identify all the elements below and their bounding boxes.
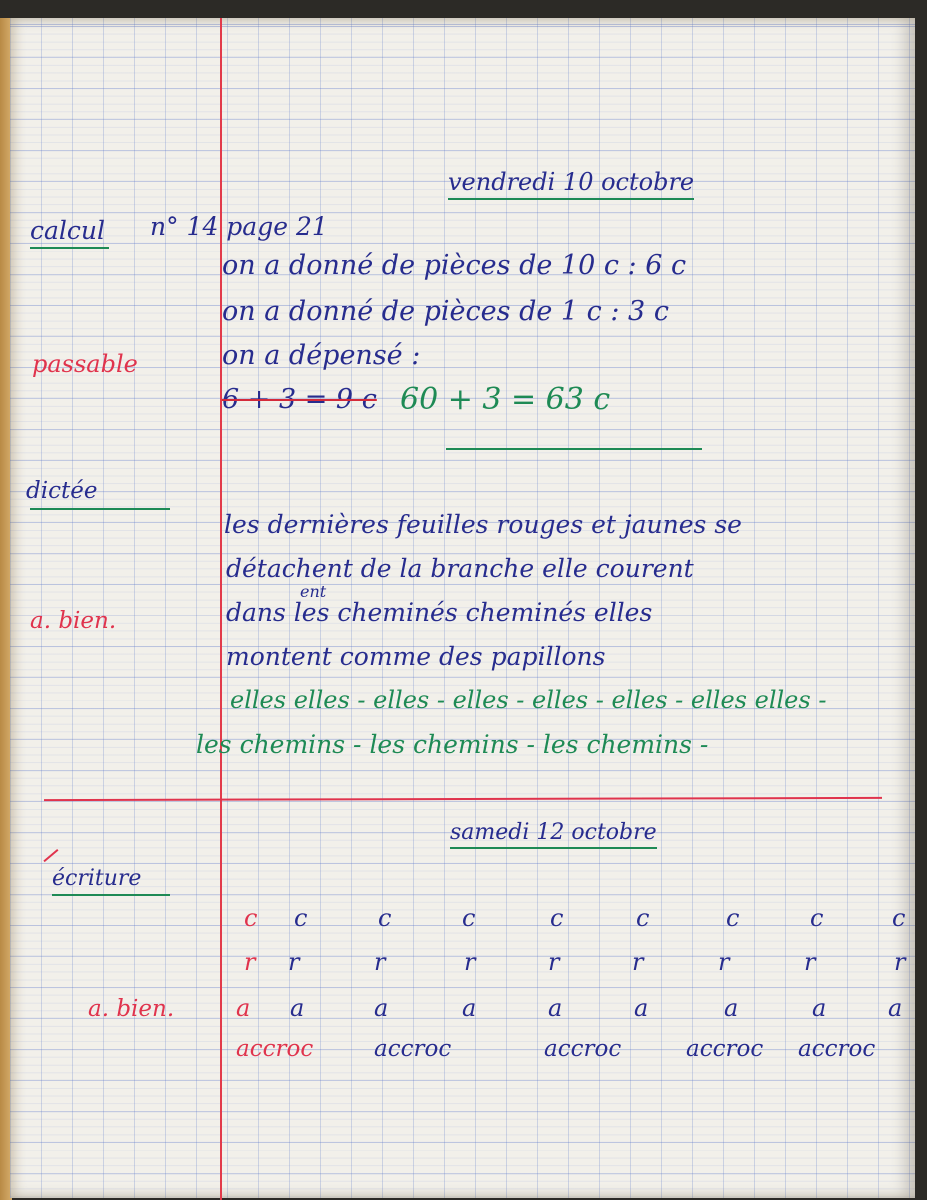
date-heading-2: samedi 12 octobre	[450, 820, 657, 849]
word-accroc: accroc	[686, 1036, 764, 1062]
letter-r: r	[548, 948, 560, 976]
calc-grade: passable	[32, 350, 138, 378]
section-rule-green	[446, 448, 702, 450]
letter-r: r	[288, 948, 300, 976]
letter-a: a	[812, 994, 827, 1022]
letter-a: a	[548, 994, 563, 1022]
letter-r-model: r	[244, 948, 256, 976]
letter-a: a	[290, 994, 305, 1022]
word-accroc: accroc	[544, 1036, 622, 1062]
letter-c-model: c	[244, 904, 258, 932]
date-heading-1: vendredi 10 octobre	[448, 168, 694, 200]
margin-line	[220, 18, 222, 1200]
calc-result-corrected: 60 + 3 = 63 c	[400, 382, 611, 417]
letter-a: a	[462, 994, 477, 1022]
ecriture-grade: a. bien.	[88, 996, 175, 1022]
letter-r: r	[804, 948, 816, 976]
letter-c: c	[550, 904, 564, 932]
letter-c: c	[636, 904, 650, 932]
word-accroc: accroc	[798, 1036, 876, 1062]
letter-r: r	[894, 948, 906, 976]
letter-r: r	[632, 948, 644, 976]
correction-line-2: les chemins - les chemins - les chemins -	[196, 730, 709, 759]
calc-line-1: on a donné de pièces de 10 c : 6 c	[222, 250, 687, 281]
letter-a: a	[634, 994, 649, 1022]
word-accroc: accroc	[374, 1036, 452, 1062]
dictee-line-2: détachent de la branche elle courent	[226, 554, 694, 583]
dictee-line-3: dans les cheminés cheminés elles	[226, 598, 653, 627]
letter-c: c	[294, 904, 308, 932]
dictee-correction: ent	[300, 582, 327, 601]
letter-c: c	[892, 904, 906, 932]
letter-a: a	[888, 994, 903, 1022]
ecriture-label-underline	[52, 894, 170, 896]
calc-result-original: 6 + 3 = 9 c	[222, 384, 377, 415]
ecriture-label: écriture	[52, 866, 142, 891]
letter-a: a	[374, 994, 389, 1022]
calc-line-2: on a donné de pièces de 1 c : 3 c	[222, 296, 669, 327]
letter-r: r	[718, 948, 730, 976]
word-accroc-model: accroc	[236, 1036, 314, 1062]
letter-r: r	[464, 948, 476, 976]
letter-c: c	[810, 904, 824, 932]
letter-a-model: a	[236, 994, 251, 1022]
dictee-line-4: montent comme des papillons	[226, 642, 606, 671]
letter-c: c	[726, 904, 740, 932]
dictee-label: dictée	[26, 478, 98, 504]
calc-label: calcul	[30, 216, 109, 249]
calc-reference: n° 14 page 21	[150, 212, 328, 241]
letter-c: c	[462, 904, 476, 932]
dictee-grade: a. bien.	[30, 608, 117, 634]
letter-a: a	[724, 994, 739, 1022]
calc-line-3: on a dépensé :	[222, 340, 421, 371]
dictee-line-1: les dernières feuilles rouges et jaunes se	[224, 510, 742, 539]
letter-c: c	[378, 904, 392, 932]
dictee-label-underline	[30, 508, 170, 510]
letter-r: r	[374, 948, 386, 976]
correction-line-1: elles elles - elles - elles - elles - elles - elles elles -	[230, 686, 827, 714]
